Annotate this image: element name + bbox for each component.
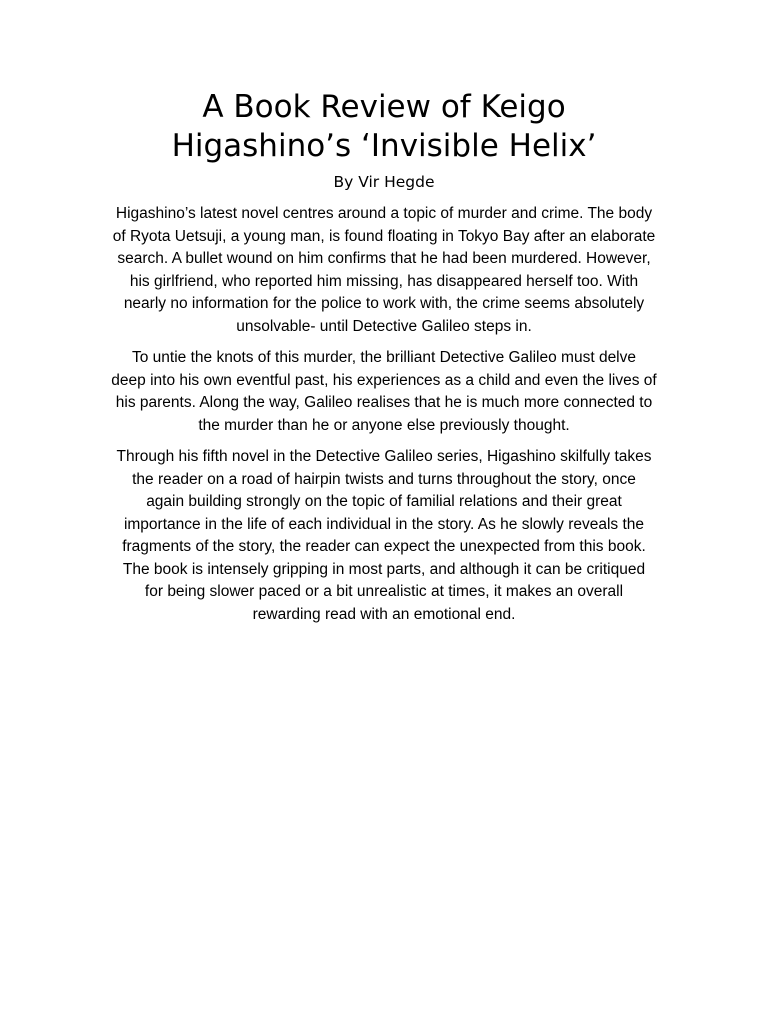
title-line-2: Higashino’s ‘Invisible Helix’ — [171, 128, 597, 164]
paragraph-1 — [92, 203, 676, 338]
line: The book is intensely gripping in most parts, and although it can be critiqued — [122, 560, 646, 578]
line: unsolvable- until Detective Galileo steps in. — [236, 317, 532, 335]
line: nearly no information for the police to work with, the crime seems absolutely — [123, 295, 645, 312]
line: deep into his own eventful past, his experiences as a child and even the lives of — [111, 371, 657, 389]
line: fragments of the story, the reader can expect the unexpected from this book. — [122, 538, 646, 555]
line: the murder than he or anyone else previously thought. — [198, 416, 570, 434]
line: Higashino’s latest novel centres around a topic of murder and crime. The body — [115, 205, 653, 222]
line: importance in the life of each individual in the story. As he slowly reveals the — [123, 515, 645, 533]
paragraph-2 — [92, 347, 676, 437]
line: search. A bullet wound on him confirms that he had been murdered. However, — [117, 250, 651, 267]
line: the reader on a road of hairpin twists and turns throughout the story, once — [132, 470, 636, 488]
line: his girlfriend, who reported him missing, has disappeared herself too. With — [129, 272, 639, 290]
line: his parents. Along the way, Galileo realises that he is much more connected to — [115, 394, 653, 411]
document-title — [0, 88, 768, 166]
title-line-1: A Book Review of Keigo — [202, 89, 566, 125]
line: again building strongly on the topic of familial relations and their great — [146, 493, 622, 510]
line: of Ryota Uetsuji, a young man, is found floating in Tokyo Bay after an elaborate — [112, 227, 656, 245]
line: Through his fifth novel in the Detective Galileo series, Higashino skilfully takes — [116, 448, 652, 465]
author-byline: By Vir Hegde — [333, 173, 435, 191]
review-body — [92, 203, 676, 635]
line: rewarding read with an emotional end. — [252, 605, 516, 623]
line: To untie the knots of this murder, the brilliant Detective Galileo must delve — [132, 349, 636, 366]
paragraph-3 — [92, 446, 676, 626]
line: for being slower paced or a bit unrealistic at times, it makes an overall — [144, 583, 624, 600]
